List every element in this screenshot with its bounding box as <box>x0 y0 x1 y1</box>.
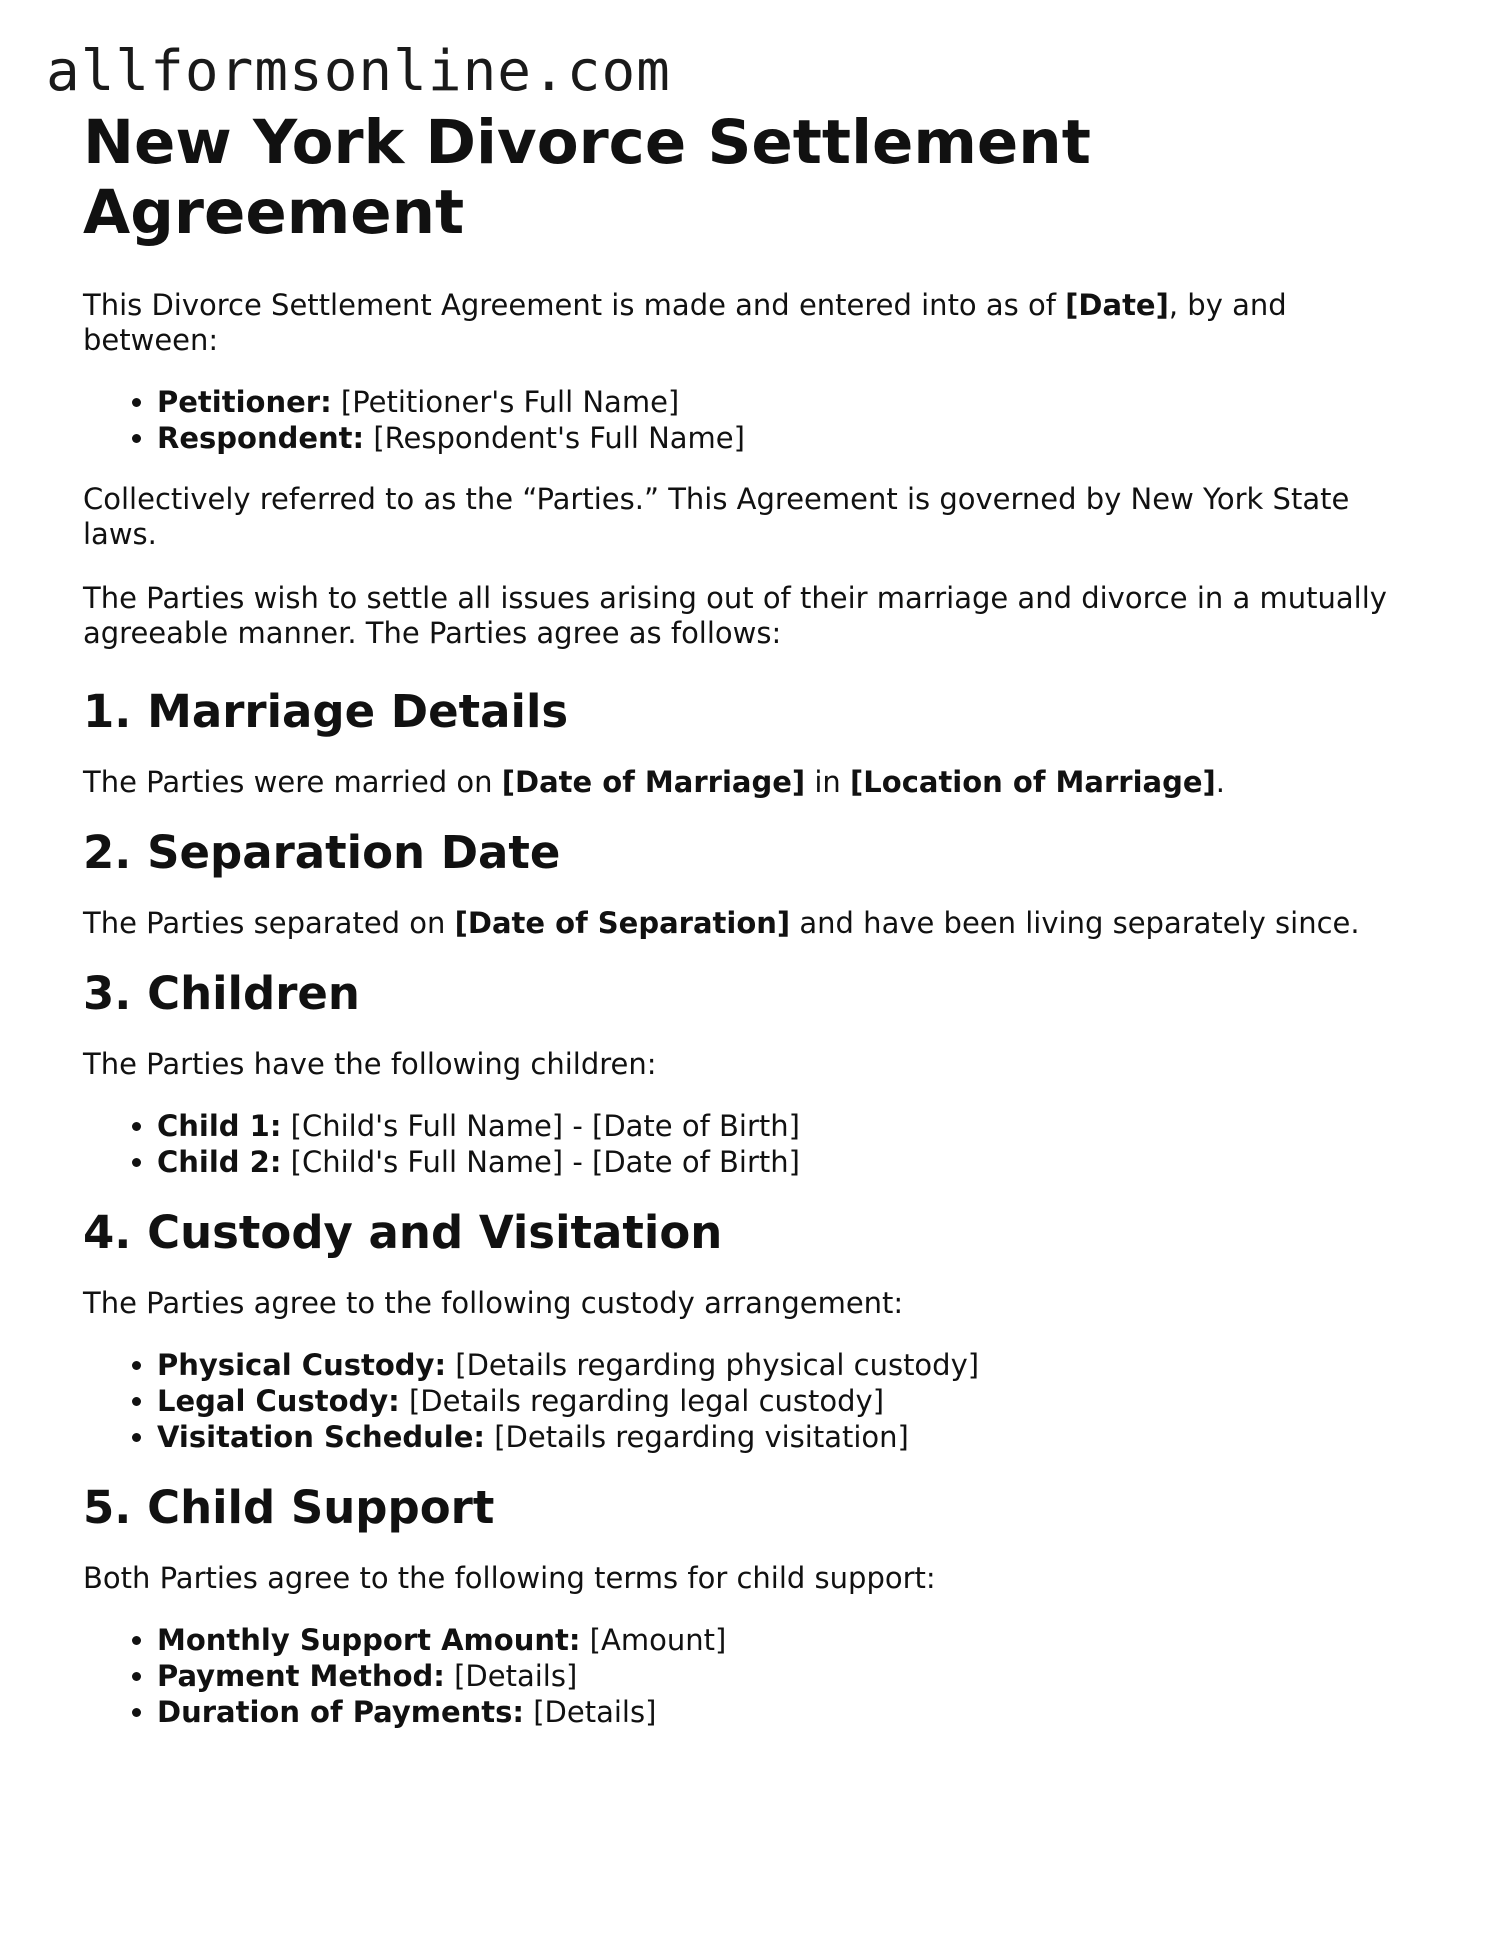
section-heading-custody: 4. Custody and Visitation <box>83 1206 723 1259</box>
support-paragraph: Both Parties agree to the following terms for child support: <box>83 1561 936 1595</box>
list-item: • Petitioner: [Petitioner's Full Name] <box>157 384 1423 420</box>
children-paragraph: The Parties have the following children: <box>83 1047 657 1081</box>
section-heading-marriage: 1. Marriage Details <box>83 685 569 738</box>
custody-list <box>83 1347 1423 1455</box>
separation-paragraph: The Parties separated on [Date of Separation] and have been living separately since. <box>83 906 1360 940</box>
list-item: • Respondent: [Respondent's Full Name] <box>157 420 1423 456</box>
custody-paragraph: The Parties agree to the following custody arrangement: <box>83 1286 904 1320</box>
list-item: • Child 2: [Child's Full Name] - [Date of Birth] <box>157 1144 1423 1180</box>
wish-paragraph: The Parties wish to settle all issues arising out of their marriage and divorce in a mutually agreeable manner. The Parties agree as follows: <box>83 581 1387 650</box>
site-watermark: allformsonline.com <box>46 39 671 104</box>
list-item: • Legal Custody: [Details regarding legal custody] <box>157 1383 1423 1419</box>
list-item: • Physical Custody: [Details regarding physical custody] <box>157 1347 1423 1383</box>
section-heading-support: 5. Child Support <box>83 1481 495 1534</box>
list-item: • Duration of Payments: [Details] <box>157 1694 1423 1730</box>
section-heading-separation: 2. Separation Date <box>83 826 561 879</box>
document-body <box>83 108 1423 1730</box>
list-item: • Monthly Support Amount: [Amount] <box>157 1622 1423 1658</box>
collective-paragraph: Collectively referred to as the “Parties.” This Agreement is governed by New York State laws. <box>83 482 1350 551</box>
section-heading-children: 3. Children <box>83 967 360 1020</box>
list-item: • Visitation Schedule: [Details regarding visitation] <box>157 1419 1423 1455</box>
intro-paragraph: This Divorce Settlement Agreement is made and entered into as of [Date], by and between: <box>83 288 1287 357</box>
agreement-date-placeholder: [Date] <box>1065 288 1169 322</box>
support-list <box>83 1622 1423 1730</box>
page-title: New York Divorce Settlement Agreement <box>83 107 1091 248</box>
children-list <box>83 1108 1423 1180</box>
list-item: • Child 1: [Child's Full Name] - [Date of Birth] <box>157 1108 1423 1144</box>
list-item: • Payment Method: [Details] <box>157 1658 1423 1694</box>
marriage-paragraph: The Parties were married on [Date of Marriage] in [Location of Marriage]. <box>83 765 1225 799</box>
parties-list <box>83 384 1423 456</box>
